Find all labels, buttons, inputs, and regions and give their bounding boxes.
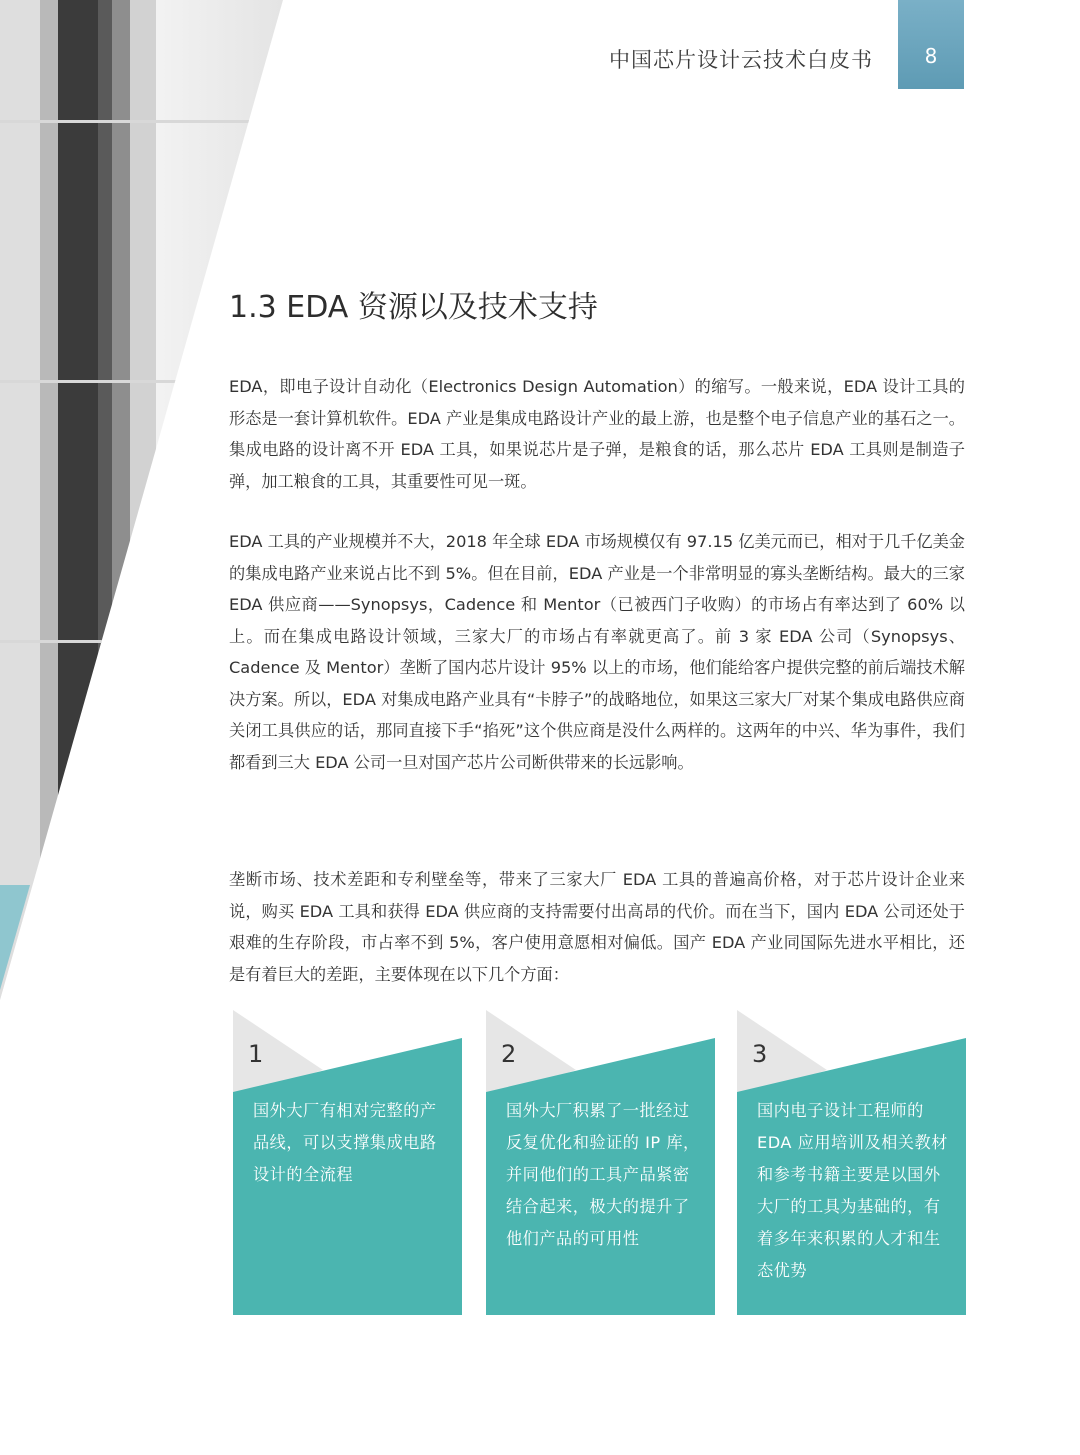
paragraph-eda-market: EDA 工具的产业规模并不大，2018 年全球 EDA 市场规模仅有 97.15 亿美元而已，相对于几千亿美金的集成电路产业来说占比不到 5%。但在目前，EDA 产业是一个非常明显的寡头垄断结构。最大的三家 EDA 供应商——Synopsys，Cadence 和 Mentor（已被西门子收购）的市场占有率达到了 60% 以上。而在集成电路设计领域，三家大厂的市场占有率就更高了。前 3 家 EDA 公司（Synopsys、Cadence 及 Mentor）垄断了国内芯片设计 95% 以上的市场，他们能给客户提供完整的前后端技术解决方案。所以，EDA 对集成电路产业具有“卡脖子”的战略地位，如果这三家大厂对某个集成电路供应商关闭工具供应的话，那同直接下手“掐死”这个供应商是没什么两样的。这两年的中兴、华为事件，我们都看到三大 EDA 公司一旦对国产芯片公司断供带来的长远影响。 [229,532,965,772]
paragraph-eda-definition: EDA，即电子设计自动化（Electronics Design Automation）的缩写。一般来说，EDA 设计工具的形态是一套计算机软件。EDA 产业是集成电路设计产业的最上游，也是整个电子信息产业的基石之一。集成电路的设计离不开 EDA 工具，如果说芯片是子弹，是粮食的话，那么芯片 EDA 工具则是制造子弹，加工粮食的工具，其重要性可见一斑。 [229,377,965,491]
document-title: 中国芯片设计云技术白皮书 [609,48,873,72]
card-2-number: 2 [501,1040,517,1068]
page-number-badge [898,0,964,89]
card-3-text: 国内电子设计工程师的 EDA 应用培训及相关教材和参考书籍主要是以国外大厂的工具为基础的，有着多年来积累的人才和生态优势 [757,1101,948,1280]
gap-card-3 [737,1010,966,1315]
gap-card-2 [486,1010,715,1315]
page-number: 8 [924,44,938,68]
section-heading: 1.3 EDA 资源以及技术支持 [229,290,598,325]
card-3-number: 3 [752,1040,768,1068]
paragraph-eda-gap: 垄断市场、技术差距和专利壁垒等，带来了三家大厂 EDA 工具的普遍高价格，对于芯片设计企业来说，购买 EDA 工具和获得 EDA 供应商的支持需要付出高昂的代价。而在当下，国内 EDA 公司还处于艰难的生存阶段，市占率不到 5%，客户使用意愿相对偏低。国产 EDA 产业同国际先进水平相比，还是有着巨大的差距，主要体现在以下几个方面： [229,870,965,984]
card-1-number: 1 [248,1040,264,1068]
gap-card-1 [233,1010,462,1315]
card-2-text: 国外大厂积累了一批经过反复优化和验证的 IP 库，并同他们的工具产品紧密结合起来，极大的提升了他们产品的可用性 [506,1101,700,1248]
card-1-text: 国外大厂有相对完整的产品线，可以支撑集成电路设计的全流程 [253,1101,437,1184]
